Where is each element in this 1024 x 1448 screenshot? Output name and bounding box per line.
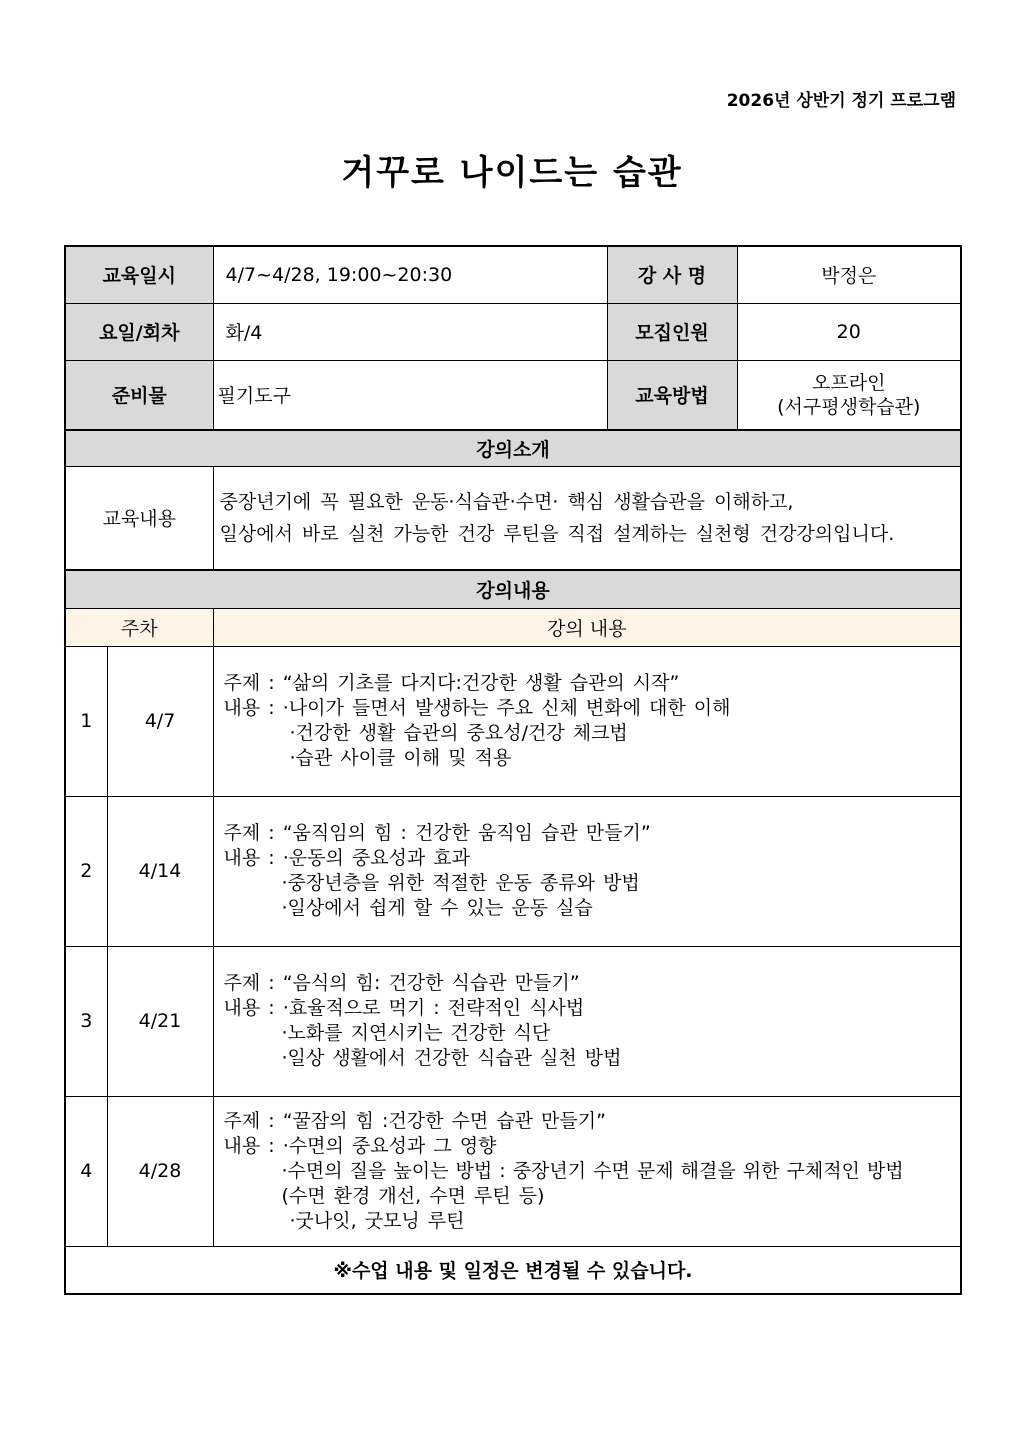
supplies-label: 준비물 bbox=[65, 360, 213, 430]
week-column-header: 주차 bbox=[65, 608, 213, 646]
date-label: 교육일시 bbox=[65, 246, 213, 303]
intro-line-2: 일상에서 바로 실천 가능한 건강 루틴을 직접 설계하는 실천형 건강강의입니다. bbox=[219, 522, 895, 545]
content-column-header: 강의 내용 bbox=[213, 608, 961, 646]
method-label: 교육방법 bbox=[607, 360, 737, 430]
capacity-value: 20 bbox=[737, 303, 961, 360]
week-date: 4/28 bbox=[107, 1096, 213, 1246]
capacity-label: 모집인원 bbox=[607, 303, 737, 360]
week-content-line: ·노화를 지연시키는 건강한 식단 bbox=[281, 1022, 551, 1044]
week-content-line: ·굿나잇, 굿모닝 루틴 bbox=[289, 1209, 465, 1232]
week-date: 4/7 bbox=[107, 646, 213, 796]
curriculum-section-title: 강의내용 bbox=[65, 570, 961, 608]
intro-header-row bbox=[65, 430, 961, 466]
week-content-line: (수면 환경 개선, 수면 루틴 등) bbox=[281, 1184, 545, 1207]
week-topic: 주제 : “꿀잠의 힘 :건강한 수면 습관 만들기” bbox=[223, 1109, 606, 1132]
intro-label: 교육내용 bbox=[65, 466, 213, 570]
intro-text bbox=[213, 466, 961, 570]
info-row-supplies bbox=[65, 360, 961, 430]
method-value bbox=[737, 360, 961, 430]
intro-line-1: 중장년기에 꼭 필요한 운동·식습관·수면· 핵심 생활습관을 이해하고, bbox=[219, 490, 794, 513]
week-number: 4 bbox=[65, 1096, 107, 1246]
week-content-line: ·일상에서 쉽게 할 수 있는 운동 실습 bbox=[281, 897, 593, 919]
week-content-line: ·중장년층을 위한 적절한 운동 종류와 방법 bbox=[281, 872, 640, 894]
supplies-value: 필기도구 bbox=[213, 360, 607, 430]
program-label: 2026년 상반기 정기 프로그램 bbox=[726, 91, 956, 111]
program-table bbox=[64, 245, 962, 1295]
date-value: 4/7~4/28, 19:00~20:30 bbox=[213, 246, 607, 303]
week-content bbox=[213, 796, 961, 946]
week-number: 3 bbox=[65, 946, 107, 1096]
intro-section-title: 강의소개 bbox=[65, 430, 961, 466]
day-value: 화/4 bbox=[213, 303, 607, 360]
method-line-1: 오프라인 bbox=[812, 371, 886, 394]
curriculum-header-row bbox=[65, 570, 961, 608]
week-content-line: 내용 : ·운동의 중요성과 효과 bbox=[223, 847, 471, 869]
week-content-line: 내용 : ·효율적으로 먹기 : 전략적인 식사법 bbox=[223, 997, 585, 1019]
table-row bbox=[65, 796, 961, 946]
table-row bbox=[65, 646, 961, 796]
week-topic: 주제 : “움직임의 힘 : 건강한 움직임 습관 만들기” bbox=[223, 822, 651, 844]
week-content-line: ·건강한 생활 습관의 중요성/건강 체크법 bbox=[289, 722, 628, 744]
table-row bbox=[65, 946, 961, 1096]
info-row-day bbox=[65, 303, 961, 360]
week-content-line: ·수면의 질을 높이는 방법 : 중장년기 수면 문제 해결을 위한 구체적인 방법 bbox=[281, 1159, 904, 1182]
week-content-line: 내용 : ·나이가 들면서 발생하는 주요 신체 변화에 대한 이해 bbox=[223, 697, 731, 719]
week-topic: 주제 : “음식의 힘: 건강한 식습관 만들기” bbox=[223, 972, 580, 994]
week-number: 2 bbox=[65, 796, 107, 946]
week-number: 1 bbox=[65, 646, 107, 796]
day-label: 요일/회차 bbox=[65, 303, 213, 360]
intro-row bbox=[65, 466, 961, 570]
week-content bbox=[213, 946, 961, 1096]
instructor-label: 강 사 명 bbox=[607, 246, 737, 303]
instructor-value: 박정은 bbox=[737, 246, 961, 303]
info-row-date bbox=[65, 246, 961, 303]
method-line-2: (서구평생학습관) bbox=[777, 395, 921, 418]
week-date: 4/21 bbox=[107, 946, 213, 1096]
week-date: 4/14 bbox=[107, 796, 213, 946]
footer-note-row bbox=[65, 1246, 961, 1294]
week-content bbox=[213, 646, 961, 796]
week-content-line: 내용 : ·수면의 중요성과 그 영향 bbox=[223, 1134, 497, 1157]
schedule-change-note: ※수업 내용 및 일정은 변경될 수 있습니다. bbox=[65, 1246, 961, 1294]
week-content-line: ·습관 사이클 이해 및 적용 bbox=[289, 747, 512, 769]
week-topic: 주제 : “삶의 기초를 다지다:건강한 생활 습관의 시작” bbox=[223, 672, 680, 694]
table-row bbox=[65, 1096, 961, 1246]
week-content bbox=[213, 1096, 961, 1246]
curriculum-column-row bbox=[65, 608, 961, 646]
document-title: 거꾸로 나이드는 습관 bbox=[341, 153, 683, 193]
week-content-line: ·일상 생활에서 건강한 식습관 실천 방법 bbox=[281, 1047, 622, 1069]
